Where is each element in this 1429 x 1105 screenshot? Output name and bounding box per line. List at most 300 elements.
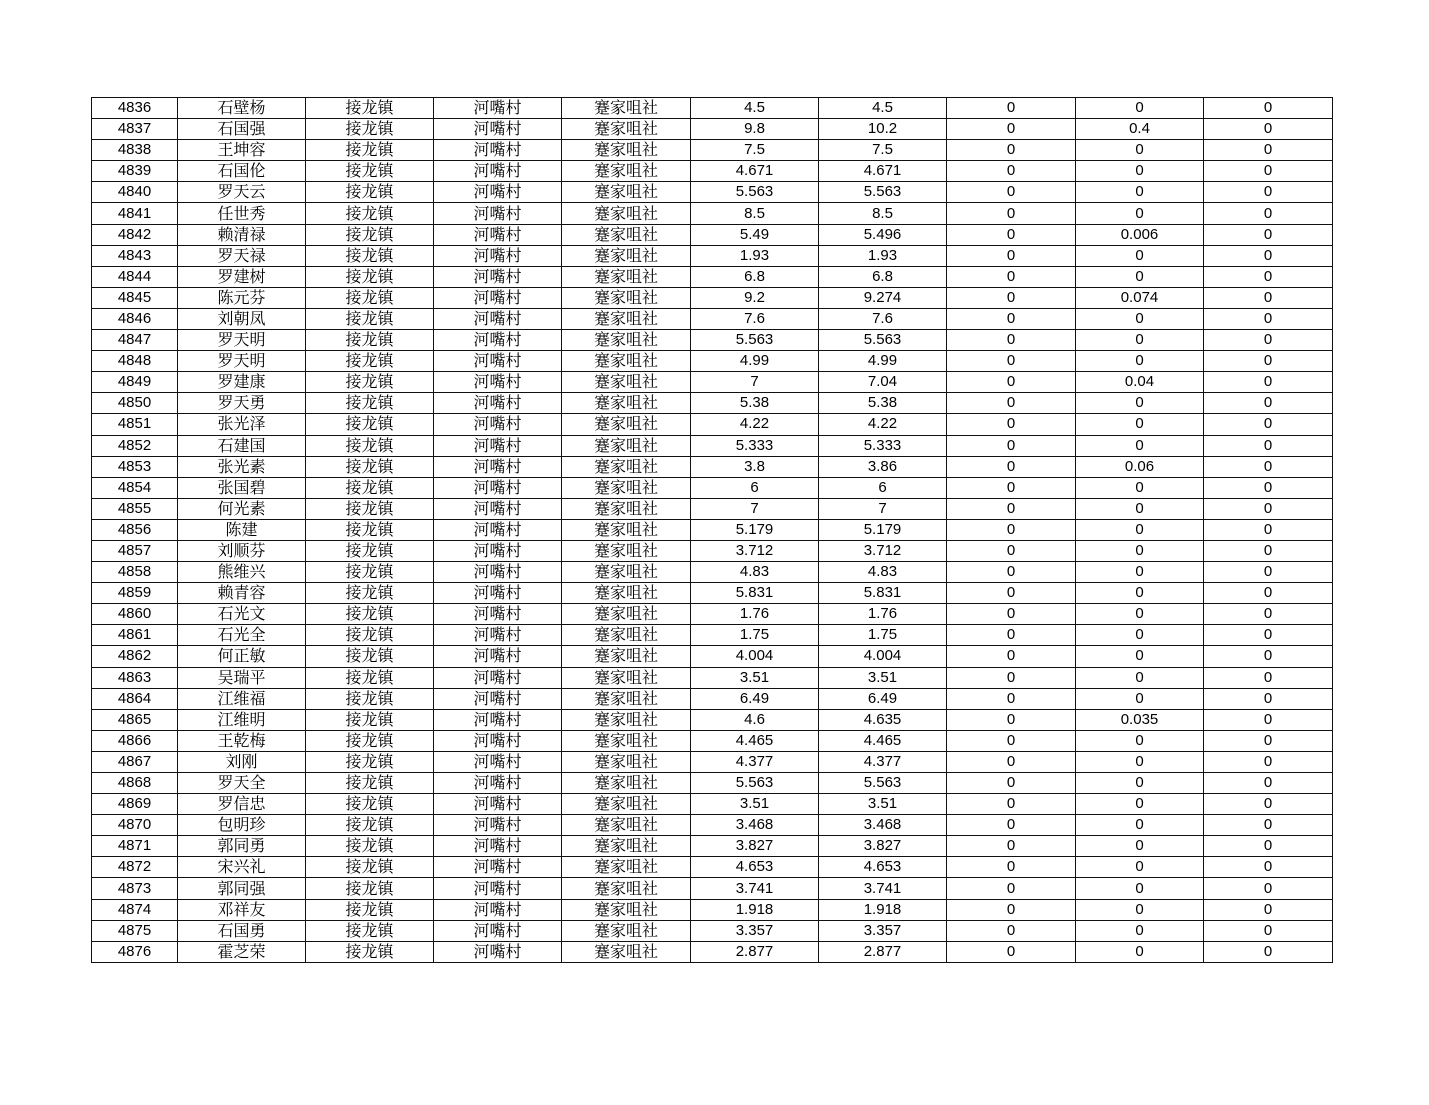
value-d-cell: 0.04 — [1076, 372, 1204, 393]
value-d-cell: 0 — [1076, 245, 1204, 266]
value-d-cell: 0 — [1076, 414, 1204, 435]
name-cell: 何光素 — [178, 498, 306, 519]
value-a-cell: 7.6 — [691, 308, 819, 329]
group-cell: 蹇家咀社 — [562, 456, 691, 477]
group-cell: 蹇家咀社 — [562, 667, 691, 688]
value-b-cell: 5.496 — [819, 224, 947, 245]
value-b-cell: 10.2 — [819, 119, 947, 140]
row-number-cell: 4850 — [92, 393, 178, 414]
value-e-cell: 0 — [1204, 435, 1333, 456]
value-e-cell: 0 — [1204, 899, 1333, 920]
table-row — [92, 287, 1333, 308]
table-row — [92, 583, 1333, 604]
village-cell: 河嘴村 — [434, 583, 562, 604]
row-number-cell: 4854 — [92, 477, 178, 498]
value-a-cell: 4.83 — [691, 562, 819, 583]
group-cell: 蹇家咀社 — [562, 245, 691, 266]
value-b-cell: 1.75 — [819, 625, 947, 646]
group-cell: 蹇家咀社 — [562, 182, 691, 203]
name-cell: 江维福 — [178, 688, 306, 709]
group-cell: 蹇家咀社 — [562, 730, 691, 751]
name-cell: 石光文 — [178, 604, 306, 625]
village-cell: 河嘴村 — [434, 920, 562, 941]
value-e-cell: 0 — [1204, 583, 1333, 604]
group-cell: 蹇家咀社 — [562, 287, 691, 308]
value-e-cell: 0 — [1204, 351, 1333, 372]
group-cell: 蹇家咀社 — [562, 540, 691, 561]
name-cell: 任世秀 — [178, 203, 306, 224]
town-cell: 接龙镇 — [306, 182, 434, 203]
table-row — [92, 414, 1333, 435]
value-c-cell: 0 — [947, 604, 1076, 625]
row-number-cell: 4865 — [92, 709, 178, 730]
village-cell: 河嘴村 — [434, 308, 562, 329]
village-cell: 河嘴村 — [434, 119, 562, 140]
value-a-cell: 4.99 — [691, 351, 819, 372]
value-e-cell: 0 — [1204, 941, 1333, 962]
value-c-cell: 0 — [947, 794, 1076, 815]
table-row — [92, 435, 1333, 456]
table-row — [92, 119, 1333, 140]
village-cell: 河嘴村 — [434, 330, 562, 351]
name-cell: 石国勇 — [178, 920, 306, 941]
table-row — [92, 266, 1333, 287]
row-number-cell: 4858 — [92, 562, 178, 583]
value-d-cell: 0 — [1076, 878, 1204, 899]
town-cell: 接龙镇 — [306, 330, 434, 351]
value-b-cell: 5.563 — [819, 330, 947, 351]
value-d-cell: 0 — [1076, 161, 1204, 182]
value-c-cell: 0 — [947, 815, 1076, 836]
name-cell: 陈元芬 — [178, 287, 306, 308]
value-a-cell: 5.333 — [691, 435, 819, 456]
name-cell: 赖青容 — [178, 583, 306, 604]
table-row — [92, 140, 1333, 161]
name-cell: 何正敏 — [178, 646, 306, 667]
value-e-cell: 0 — [1204, 182, 1333, 203]
row-number-cell: 4852 — [92, 435, 178, 456]
value-d-cell: 0.4 — [1076, 119, 1204, 140]
town-cell: 接龙镇 — [306, 794, 434, 815]
name-cell: 张光泽 — [178, 414, 306, 435]
row-number-cell: 4860 — [92, 604, 178, 625]
value-c-cell: 0 — [947, 857, 1076, 878]
town-cell: 接龙镇 — [306, 667, 434, 688]
value-c-cell: 0 — [947, 140, 1076, 161]
group-cell: 蹇家咀社 — [562, 878, 691, 899]
name-cell: 石国伦 — [178, 161, 306, 182]
value-d-cell: 0 — [1076, 266, 1204, 287]
value-a-cell: 3.712 — [691, 540, 819, 561]
village-cell: 河嘴村 — [434, 182, 562, 203]
name-cell: 刘朝凤 — [178, 308, 306, 329]
row-number-cell: 4876 — [92, 941, 178, 962]
value-a-cell: 4.5 — [691, 98, 819, 119]
group-cell: 蹇家咀社 — [562, 372, 691, 393]
table-row — [92, 372, 1333, 393]
value-d-cell: 0 — [1076, 604, 1204, 625]
value-e-cell: 0 — [1204, 646, 1333, 667]
town-cell: 接龙镇 — [306, 161, 434, 182]
value-b-cell: 4.004 — [819, 646, 947, 667]
town-cell: 接龙镇 — [306, 688, 434, 709]
row-number-cell: 4863 — [92, 667, 178, 688]
value-c-cell: 0 — [947, 161, 1076, 182]
value-e-cell: 0 — [1204, 224, 1333, 245]
village-cell: 河嘴村 — [434, 435, 562, 456]
value-d-cell: 0 — [1076, 751, 1204, 772]
group-cell: 蹇家咀社 — [562, 836, 691, 857]
value-c-cell: 0 — [947, 393, 1076, 414]
group-cell: 蹇家咀社 — [562, 751, 691, 772]
village-cell: 河嘴村 — [434, 98, 562, 119]
group-cell: 蹇家咀社 — [562, 266, 691, 287]
value-b-cell: 4.465 — [819, 730, 947, 751]
village-cell: 河嘴村 — [434, 625, 562, 646]
value-e-cell: 0 — [1204, 857, 1333, 878]
table-row — [92, 519, 1333, 540]
name-cell: 包明珍 — [178, 815, 306, 836]
value-e-cell: 0 — [1204, 372, 1333, 393]
village-cell: 河嘴村 — [434, 203, 562, 224]
name-cell: 张光素 — [178, 456, 306, 477]
value-c-cell: 0 — [947, 583, 1076, 604]
table-row — [92, 709, 1333, 730]
value-b-cell: 3.51 — [819, 794, 947, 815]
value-e-cell: 0 — [1204, 540, 1333, 561]
value-c-cell: 0 — [947, 920, 1076, 941]
value-a-cell: 3.357 — [691, 920, 819, 941]
value-a-cell: 1.76 — [691, 604, 819, 625]
name-cell: 刘刚 — [178, 751, 306, 772]
value-e-cell: 0 — [1204, 815, 1333, 836]
table-row — [92, 836, 1333, 857]
village-cell: 河嘴村 — [434, 730, 562, 751]
value-a-cell: 4.671 — [691, 161, 819, 182]
value-a-cell: 3.468 — [691, 815, 819, 836]
value-e-cell: 0 — [1204, 688, 1333, 709]
value-d-cell: 0 — [1076, 857, 1204, 878]
value-e-cell: 0 — [1204, 730, 1333, 751]
value-d-cell: 0 — [1076, 308, 1204, 329]
value-d-cell: 0 — [1076, 625, 1204, 646]
table-row — [92, 161, 1333, 182]
table-row — [92, 646, 1333, 667]
row-number-cell: 4869 — [92, 794, 178, 815]
value-d-cell: 0 — [1076, 773, 1204, 794]
village-cell: 河嘴村 — [434, 287, 562, 308]
value-b-cell: 3.51 — [819, 667, 947, 688]
value-b-cell: 7.04 — [819, 372, 947, 393]
town-cell: 接龙镇 — [306, 351, 434, 372]
value-a-cell: 3.51 — [691, 667, 819, 688]
value-c-cell: 0 — [947, 414, 1076, 435]
village-cell: 河嘴村 — [434, 899, 562, 920]
town-cell: 接龙镇 — [306, 751, 434, 772]
table-row — [92, 351, 1333, 372]
value-e-cell: 0 — [1204, 287, 1333, 308]
value-e-cell: 0 — [1204, 140, 1333, 161]
town-cell: 接龙镇 — [306, 836, 434, 857]
table-row — [92, 330, 1333, 351]
value-b-cell: 4.83 — [819, 562, 947, 583]
value-e-cell: 0 — [1204, 562, 1333, 583]
group-cell: 蹇家咀社 — [562, 899, 691, 920]
row-number-cell: 4849 — [92, 372, 178, 393]
town-cell: 接龙镇 — [306, 140, 434, 161]
village-cell: 河嘴村 — [434, 815, 562, 836]
town-cell: 接龙镇 — [306, 815, 434, 836]
value-c-cell: 0 — [947, 773, 1076, 794]
town-cell: 接龙镇 — [306, 245, 434, 266]
group-cell: 蹇家咀社 — [562, 435, 691, 456]
value-e-cell: 0 — [1204, 878, 1333, 899]
table-row — [92, 878, 1333, 899]
table-row — [92, 857, 1333, 878]
value-b-cell: 4.5 — [819, 98, 947, 119]
value-c-cell: 0 — [947, 667, 1076, 688]
group-cell: 蹇家咀社 — [562, 583, 691, 604]
value-c-cell: 0 — [947, 941, 1076, 962]
town-cell: 接龙镇 — [306, 498, 434, 519]
village-cell: 河嘴村 — [434, 857, 562, 878]
value-d-cell: 0 — [1076, 688, 1204, 709]
value-b-cell: 5.563 — [819, 773, 947, 794]
value-d-cell: 0.06 — [1076, 456, 1204, 477]
value-e-cell: 0 — [1204, 203, 1333, 224]
village-cell: 河嘴村 — [434, 562, 562, 583]
name-cell: 郭同强 — [178, 878, 306, 899]
value-b-cell: 9.274 — [819, 287, 947, 308]
table-row — [92, 456, 1333, 477]
value-c-cell: 0 — [947, 372, 1076, 393]
table-row — [92, 562, 1333, 583]
value-d-cell: 0 — [1076, 920, 1204, 941]
value-a-cell: 1.918 — [691, 899, 819, 920]
value-c-cell: 0 — [947, 751, 1076, 772]
value-c-cell: 0 — [947, 709, 1076, 730]
town-cell: 接龙镇 — [306, 878, 434, 899]
value-a-cell: 4.004 — [691, 646, 819, 667]
table-row — [92, 794, 1333, 815]
group-cell: 蹇家咀社 — [562, 688, 691, 709]
row-number-cell: 4853 — [92, 456, 178, 477]
name-cell: 罗天勇 — [178, 393, 306, 414]
group-cell: 蹇家咀社 — [562, 625, 691, 646]
value-b-cell: 4.653 — [819, 857, 947, 878]
row-number-cell: 4857 — [92, 540, 178, 561]
table-row — [92, 245, 1333, 266]
value-e-cell: 0 — [1204, 604, 1333, 625]
value-a-cell: 4.465 — [691, 730, 819, 751]
value-a-cell: 5.563 — [691, 330, 819, 351]
group-cell: 蹇家咀社 — [562, 203, 691, 224]
value-a-cell: 9.8 — [691, 119, 819, 140]
value-d-cell: 0 — [1076, 477, 1204, 498]
value-c-cell: 0 — [947, 351, 1076, 372]
town-cell: 接龙镇 — [306, 98, 434, 119]
row-number-cell: 4867 — [92, 751, 178, 772]
village-cell: 河嘴村 — [434, 540, 562, 561]
value-c-cell: 0 — [947, 477, 1076, 498]
value-d-cell: 0.006 — [1076, 224, 1204, 245]
village-cell: 河嘴村 — [434, 477, 562, 498]
village-cell: 河嘴村 — [434, 667, 562, 688]
value-a-cell: 7 — [691, 372, 819, 393]
row-number-cell: 4868 — [92, 773, 178, 794]
row-number-cell: 4839 — [92, 161, 178, 182]
value-b-cell: 6.49 — [819, 688, 947, 709]
group-cell: 蹇家咀社 — [562, 857, 691, 878]
value-b-cell: 1.76 — [819, 604, 947, 625]
name-cell: 陈建 — [178, 519, 306, 540]
value-e-cell: 0 — [1204, 245, 1333, 266]
row-number-cell: 4841 — [92, 203, 178, 224]
value-d-cell: 0 — [1076, 540, 1204, 561]
town-cell: 接龙镇 — [306, 119, 434, 140]
row-number-cell: 4873 — [92, 878, 178, 899]
group-cell: 蹇家咀社 — [562, 224, 691, 245]
row-number-cell: 4864 — [92, 688, 178, 709]
value-e-cell: 0 — [1204, 836, 1333, 857]
name-cell: 吴瑞平 — [178, 667, 306, 688]
value-d-cell: 0 — [1076, 562, 1204, 583]
name-cell: 邓祥友 — [178, 899, 306, 920]
name-cell: 石建国 — [178, 435, 306, 456]
name-cell: 罗建树 — [178, 266, 306, 287]
value-b-cell: 1.918 — [819, 899, 947, 920]
town-cell: 接龙镇 — [306, 773, 434, 794]
row-number-cell: 4862 — [92, 646, 178, 667]
village-cell: 河嘴村 — [434, 604, 562, 625]
row-number-cell: 4836 — [92, 98, 178, 119]
table-row — [92, 182, 1333, 203]
value-d-cell: 0 — [1076, 667, 1204, 688]
value-e-cell: 0 — [1204, 98, 1333, 119]
value-a-cell: 5.563 — [691, 773, 819, 794]
value-b-cell: 7 — [819, 498, 947, 519]
group-cell: 蹇家咀社 — [562, 477, 691, 498]
group-cell: 蹇家咀社 — [562, 140, 691, 161]
value-d-cell: 0.035 — [1076, 709, 1204, 730]
town-cell: 接龙镇 — [306, 899, 434, 920]
value-d-cell: 0 — [1076, 498, 1204, 519]
value-c-cell: 0 — [947, 540, 1076, 561]
value-d-cell: 0 — [1076, 435, 1204, 456]
value-a-cell: 6 — [691, 477, 819, 498]
row-number-cell: 4837 — [92, 119, 178, 140]
name-cell: 江维明 — [178, 709, 306, 730]
value-b-cell: 3.86 — [819, 456, 947, 477]
row-number-cell: 4871 — [92, 836, 178, 857]
table-row — [92, 751, 1333, 772]
group-cell: 蹇家咀社 — [562, 709, 691, 730]
table-body — [92, 98, 1333, 963]
value-c-cell: 0 — [947, 245, 1076, 266]
town-cell: 接龙镇 — [306, 857, 434, 878]
village-cell: 河嘴村 — [434, 393, 562, 414]
table-row — [92, 625, 1333, 646]
value-c-cell: 0 — [947, 224, 1076, 245]
table-row — [92, 604, 1333, 625]
village-cell: 河嘴村 — [434, 224, 562, 245]
village-cell: 河嘴村 — [434, 646, 562, 667]
value-c-cell: 0 — [947, 119, 1076, 140]
value-d-cell: 0 — [1076, 351, 1204, 372]
row-number-cell: 4838 — [92, 140, 178, 161]
town-cell: 接龙镇 — [306, 625, 434, 646]
value-a-cell: 7.5 — [691, 140, 819, 161]
table-row — [92, 730, 1333, 751]
value-e-cell: 0 — [1204, 330, 1333, 351]
value-b-cell: 2.877 — [819, 941, 947, 962]
town-cell: 接龙镇 — [306, 583, 434, 604]
row-number-cell: 4861 — [92, 625, 178, 646]
table-row — [92, 98, 1333, 119]
group-cell: 蹇家咀社 — [562, 815, 691, 836]
value-a-cell: 2.877 — [691, 941, 819, 962]
value-b-cell: 3.468 — [819, 815, 947, 836]
name-cell: 赖清禄 — [178, 224, 306, 245]
group-cell: 蹇家咀社 — [562, 330, 691, 351]
town-cell: 接龙镇 — [306, 456, 434, 477]
name-cell: 石光全 — [178, 625, 306, 646]
village-cell: 河嘴村 — [434, 498, 562, 519]
value-a-cell: 4.6 — [691, 709, 819, 730]
value-b-cell: 1.93 — [819, 245, 947, 266]
value-e-cell: 0 — [1204, 519, 1333, 540]
row-number-cell: 4844 — [92, 266, 178, 287]
group-cell: 蹇家咀社 — [562, 393, 691, 414]
value-b-cell: 5.179 — [819, 519, 947, 540]
value-a-cell: 4.653 — [691, 857, 819, 878]
row-number-cell: 4851 — [92, 414, 178, 435]
town-cell: 接龙镇 — [306, 540, 434, 561]
town-cell: 接龙镇 — [306, 646, 434, 667]
name-cell: 王乾梅 — [178, 730, 306, 751]
value-e-cell: 0 — [1204, 773, 1333, 794]
village-cell: 河嘴村 — [434, 456, 562, 477]
value-d-cell: 0 — [1076, 794, 1204, 815]
group-cell: 蹇家咀社 — [562, 308, 691, 329]
name-cell: 宋兴礼 — [178, 857, 306, 878]
row-number-cell: 4875 — [92, 920, 178, 941]
table-row — [92, 393, 1333, 414]
table-row — [92, 899, 1333, 920]
value-e-cell: 0 — [1204, 751, 1333, 772]
value-a-cell: 3.51 — [691, 794, 819, 815]
table-row — [92, 920, 1333, 941]
value-d-cell: 0 — [1076, 730, 1204, 751]
value-c-cell: 0 — [947, 182, 1076, 203]
value-a-cell: 5.38 — [691, 393, 819, 414]
row-number-cell: 4870 — [92, 815, 178, 836]
town-cell: 接龙镇 — [306, 414, 434, 435]
row-number-cell: 4855 — [92, 498, 178, 519]
group-cell: 蹇家咀社 — [562, 562, 691, 583]
row-number-cell: 4866 — [92, 730, 178, 751]
group-cell: 蹇家咀社 — [562, 98, 691, 119]
village-cell: 河嘴村 — [434, 161, 562, 182]
value-c-cell: 0 — [947, 878, 1076, 899]
value-c-cell: 0 — [947, 899, 1076, 920]
village-cell: 河嘴村 — [434, 941, 562, 962]
value-b-cell: 5.38 — [819, 393, 947, 414]
name-cell: 罗天全 — [178, 773, 306, 794]
group-cell: 蹇家咀社 — [562, 161, 691, 182]
value-c-cell: 0 — [947, 456, 1076, 477]
value-e-cell: 0 — [1204, 667, 1333, 688]
